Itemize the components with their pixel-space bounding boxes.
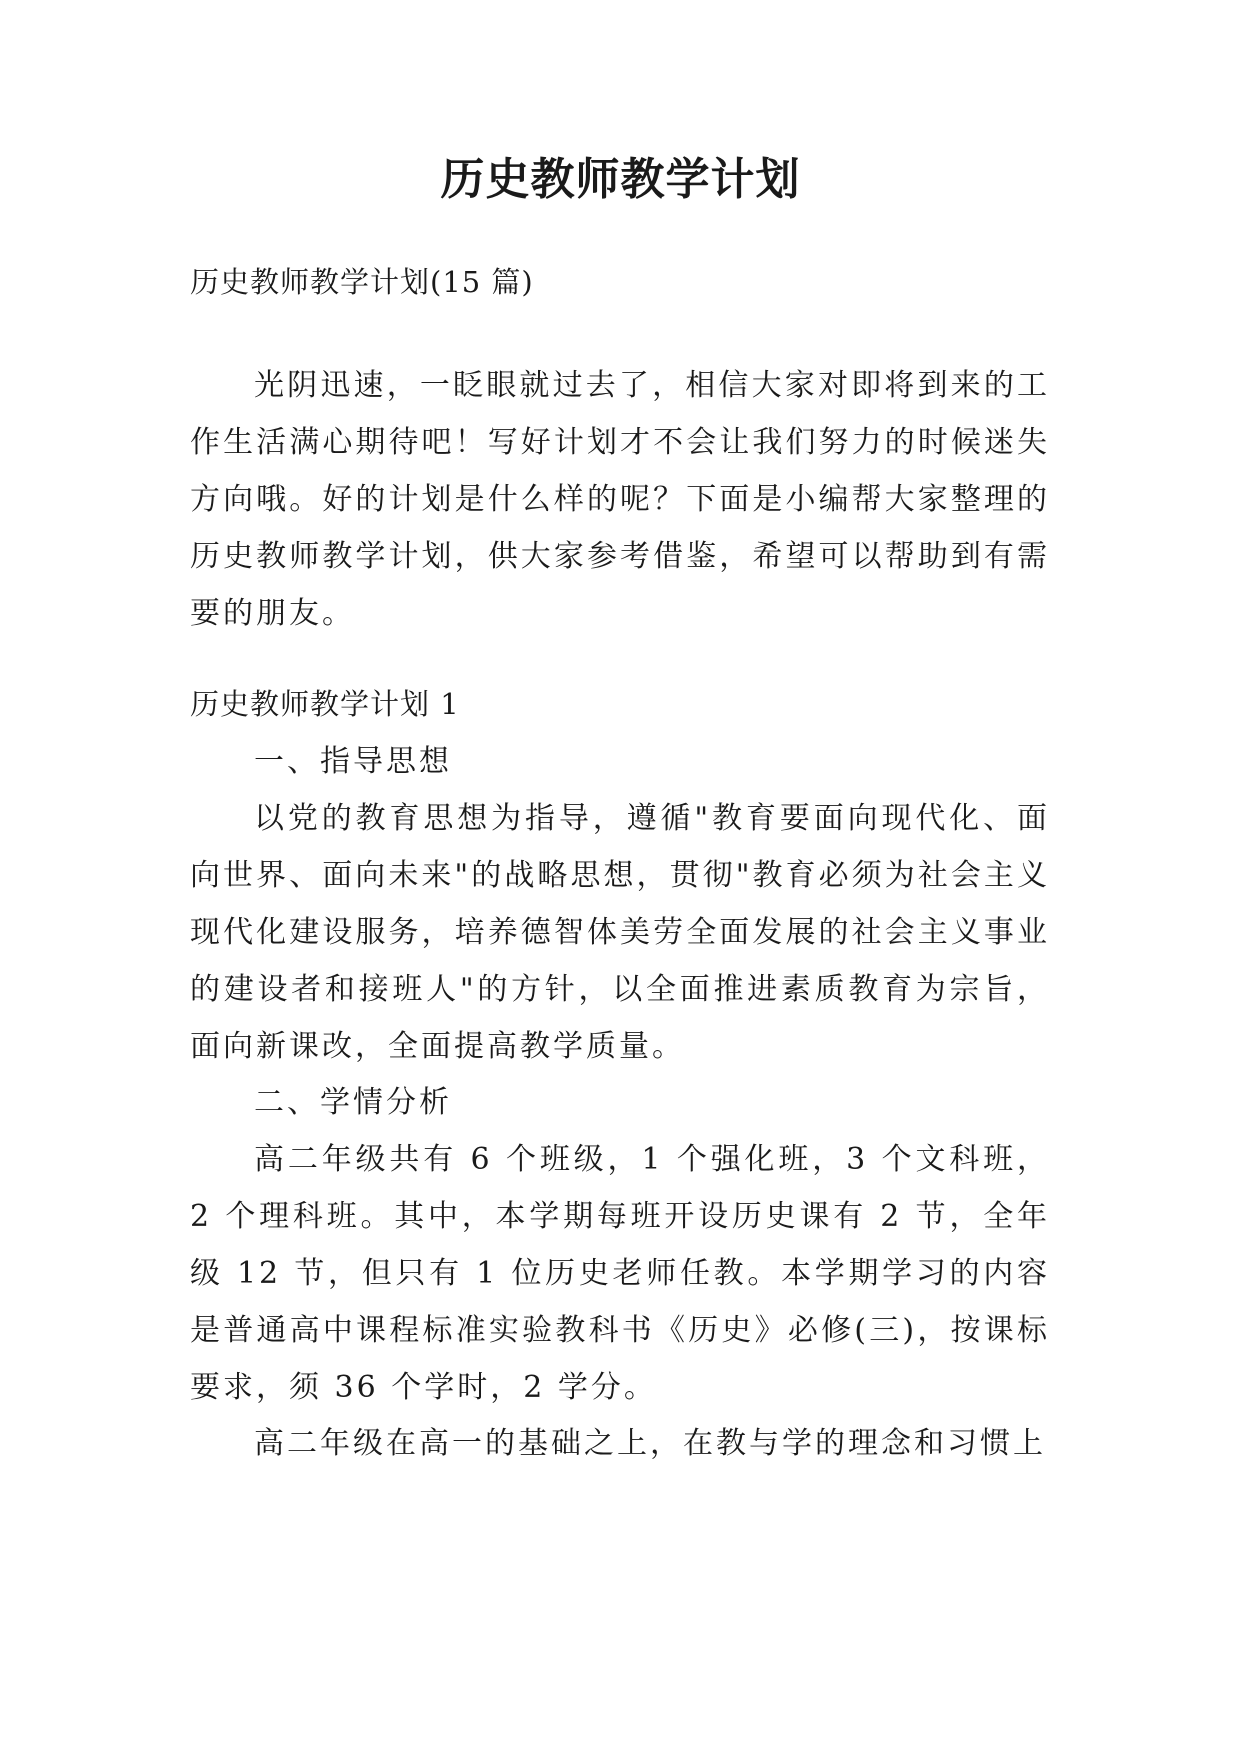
guiding-ideology-paragraph: 以党的教育思想为指导，遵循"教育要面向现代化、面向世界、面向未来"的战略思想，贯彻"教育必须为社会主义现代化建设服务，培养德智体美劳全面发展的社会主义事业的建设者和接班人"的方针，以全面推进素质教育为宗旨，面向新课改，全面提高教学质量。 [190, 801, 1050, 1064]
intro-paragraph: 光阴迅速，一眨眼就过去了，相信大家对即将到来的工作生活满心期待吧！写好计划才不会让我们努力的时候迷失方向哦。好的计划是什么样的呢？下面是小编帮大家整理的历史教师教学计划，供大家参考借鉴，希望可以帮助到有需要的朋友。 [190, 368, 1050, 631]
student-analysis-paragraph-continued: 高二年级在高一的基础之上，在教与学的理念和习惯上 [254, 1426, 1046, 1461]
document-title: 历史教师教学计划 [440, 154, 801, 205]
section-heading: 历史教师教学计划 1 [190, 687, 460, 721]
part-heading-guiding-ideology: 一、指导思想 [254, 744, 452, 779]
student-analysis-paragraph: 高二年级共有 6 个班级，1 个强化班，3 个文科班，2 个理科班。其中，本学期每班开设历史课有 2 节，全年级 12 节，但只有 1 位历史老师任教。本学期学习的内容是普通高中课程标准实验教科书《历史》必修(三)，按课标要求，须 36 个学时，2 学分。 [190, 1142, 1050, 1405]
document-subtitle: 历史教师教学计划(15 篇) [190, 265, 534, 299]
part-heading-student-analysis: 二、学情分析 [254, 1085, 452, 1120]
